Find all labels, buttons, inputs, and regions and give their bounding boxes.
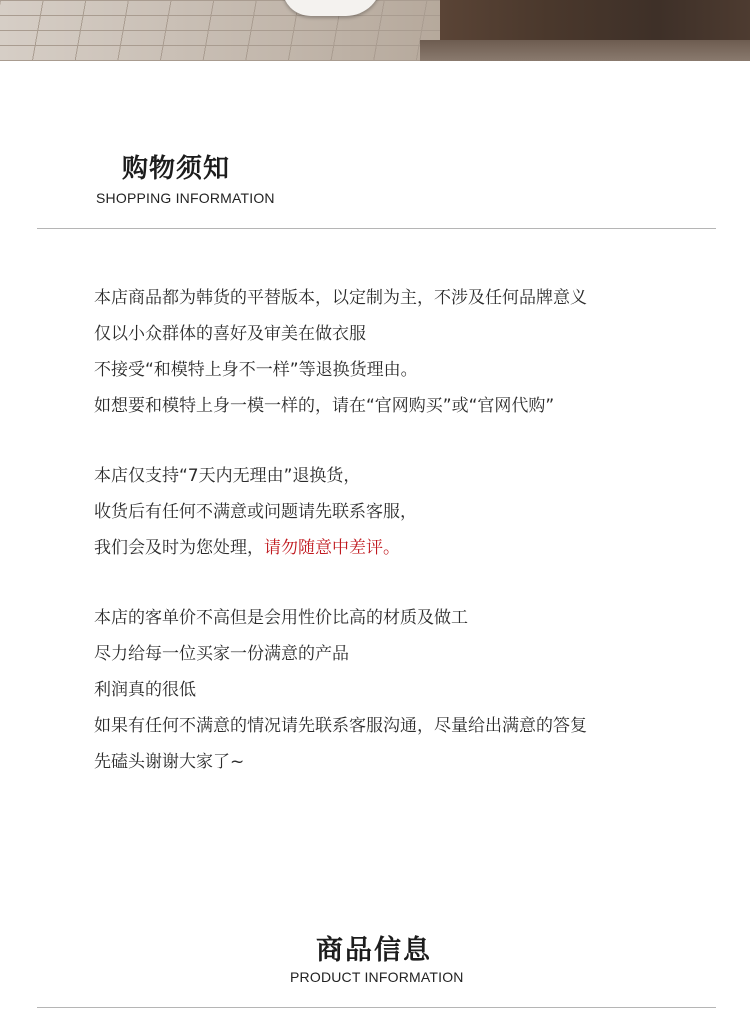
notice-line: 不接受“和模特上身不一样”等退换货理由。 xyxy=(94,360,418,380)
notice-line: 如果有任何不满意的情况请先联系客服沟通，尽量给出满意的答复 xyxy=(94,716,587,736)
notice-line: 仅以小众群体的喜好及审美在做衣服 xyxy=(94,324,366,344)
notice-line: 尽力给每一位买家一份满意的产品 xyxy=(94,644,349,664)
product-divider xyxy=(37,1007,716,1008)
product-photo-strip xyxy=(0,0,750,61)
shopping-notice-body xyxy=(94,280,734,814)
notice-paragraph-2 xyxy=(94,458,734,566)
notice-paragraph-3 xyxy=(94,600,734,780)
notice-line: 先磕头谢谢大家了~ xyxy=(94,752,245,772)
notice-line: 本店商品都为韩货的平替版本，以定制为主，不涉及任何品牌意义 xyxy=(94,288,587,308)
product-section-subtitle: PRODUCT INFORMATION xyxy=(290,969,464,985)
notice-line: 如想要和模特上身一模一样的，请在“官网购买”或“官网代购” xyxy=(94,396,555,416)
review-warning-text: 请勿随意中差评。 xyxy=(264,538,400,558)
brick-pavement xyxy=(0,0,440,61)
shopping-divider xyxy=(37,228,716,229)
notice-line: 收货后有任何不满意或问题请先联系客服， xyxy=(94,502,417,522)
notice-line-with-warning xyxy=(94,530,734,566)
shopping-section-title: 购物须知 xyxy=(122,154,231,184)
notice-line: 本店仅支持“7天内无理由”退换货， xyxy=(94,466,361,486)
notice-line: 利润真的很低 xyxy=(94,680,196,700)
notice-paragraph-1 xyxy=(94,280,734,424)
wall-step xyxy=(420,40,750,61)
product-section-title: 商品信息 xyxy=(316,935,432,966)
notice-line-prefix: 我们会及时为您处理， xyxy=(94,538,264,558)
shopping-section-subtitle: SHOPPING INFORMATION xyxy=(96,190,275,206)
notice-line: 本店的客单价不高但是会用性价比高的材质及做工 xyxy=(94,608,468,628)
